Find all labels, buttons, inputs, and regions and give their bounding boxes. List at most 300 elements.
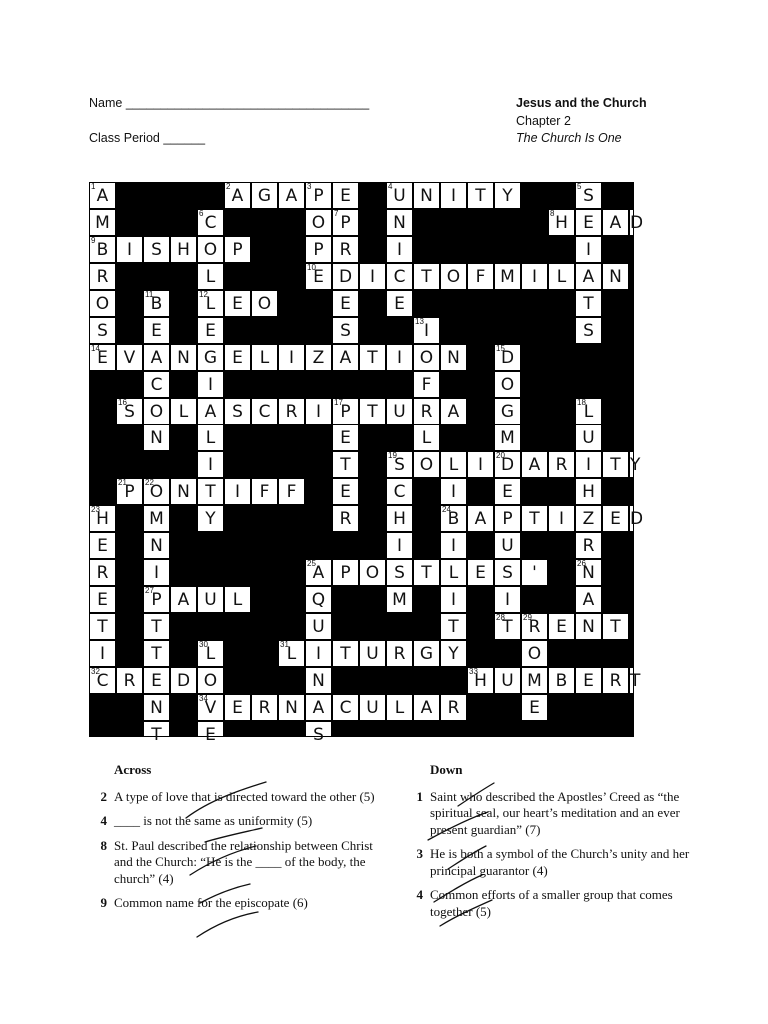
grid-cell[interactable]	[144, 641, 169, 666]
grid-cell[interactable]	[468, 506, 493, 531]
worksheet-title: Jesus and the Church	[516, 96, 647, 110]
grid-cell[interactable]	[198, 345, 223, 370]
grid-cell[interactable]	[468, 560, 493, 585]
grid-cell[interactable]	[414, 399, 439, 424]
cell-letter: O	[311, 213, 326, 233]
cell-letter: S	[151, 240, 162, 260]
grid-cell[interactable]	[549, 210, 574, 235]
grid-cell[interactable]	[495, 506, 520, 531]
grid-cell[interactable]	[252, 479, 277, 504]
grid-cell[interactable]	[414, 695, 439, 720]
grid-cell[interactable]	[495, 399, 520, 424]
cell-letter: O	[95, 294, 110, 314]
grid-cell[interactable]	[333, 506, 358, 531]
grid-cell[interactable]	[144, 695, 169, 720]
grid-cell[interactable]	[198, 452, 223, 477]
grid-cell[interactable]	[225, 695, 250, 720]
grid-cell[interactable]	[630, 506, 644, 531]
grid-cell[interactable]	[522, 560, 547, 585]
cell-letter: C	[96, 671, 109, 691]
grid-cell[interactable]	[333, 452, 358, 477]
grid-cell[interactable]	[198, 587, 223, 612]
grid-cell[interactable]	[630, 210, 644, 235]
cell-letter: E	[556, 617, 567, 637]
grid-cell[interactable]	[252, 183, 277, 208]
grid-cell[interactable]	[495, 668, 520, 693]
grid-cell[interactable]	[225, 587, 250, 612]
grid-cell[interactable]	[603, 452, 628, 477]
grid-cell[interactable]	[117, 668, 142, 693]
grid-cell[interactable]	[90, 237, 115, 262]
grid-cell[interactable]	[441, 533, 466, 558]
grid-cell[interactable]	[441, 560, 466, 585]
grid-cell[interactable]	[144, 722, 169, 745]
grid-cell[interactable]	[522, 452, 547, 477]
grid-cell[interactable]	[225, 183, 250, 208]
cell-number: 2	[226, 182, 231, 191]
grid-cell[interactable]	[333, 560, 358, 585]
grid-cell[interactable]	[198, 318, 223, 343]
cell-letter: I	[234, 482, 240, 502]
grid-cell[interactable]	[630, 452, 641, 477]
grid-cell[interactable]	[198, 695, 223, 720]
grid-cell[interactable]	[549, 668, 574, 693]
grid-cell[interactable]	[387, 452, 412, 477]
grid-cell[interactable]	[333, 237, 358, 262]
grid-cell[interactable]	[144, 506, 169, 531]
grid-cell[interactable]	[225, 479, 250, 504]
grid-cell[interactable]	[468, 668, 493, 693]
grid-cell[interactable]	[117, 399, 142, 424]
grid-cell[interactable]	[333, 425, 358, 450]
cell-letter: G	[203, 348, 218, 368]
cell-letter: S	[97, 321, 108, 341]
cell-letter: O	[257, 294, 272, 314]
grid-cell[interactable]	[306, 614, 331, 639]
cell-letter: B	[555, 671, 568, 691]
grid-cell[interactable]	[576, 318, 601, 343]
grid-cell[interactable]	[495, 264, 520, 289]
grid-cell[interactable]	[387, 533, 412, 558]
grid-cell[interactable]	[522, 506, 547, 531]
grid-cell[interactable]	[117, 345, 142, 370]
grid-cell[interactable]	[387, 345, 412, 370]
clue-item	[405, 789, 695, 839]
grid-cell[interactable]	[360, 345, 385, 370]
grid-cell[interactable]	[441, 345, 466, 370]
grid-cell[interactable]	[441, 614, 466, 639]
grid-cell[interactable]	[144, 237, 169, 262]
grid-cell[interactable]	[333, 318, 358, 343]
grid-cell[interactable]	[603, 264, 628, 289]
grid-cell[interactable]	[171, 668, 196, 693]
grid-cell[interactable]	[522, 695, 547, 720]
grid-cell[interactable]	[576, 399, 601, 424]
grid-cell[interactable]	[522, 641, 547, 666]
grid-cell[interactable]	[360, 264, 385, 289]
cell-letter: G	[500, 402, 515, 422]
grid-cell[interactable]	[603, 614, 628, 639]
cell-letter: I	[450, 590, 456, 610]
grid-cell[interactable]	[144, 479, 169, 504]
cell-letter: I	[315, 644, 321, 664]
grid-cell[interactable]	[441, 587, 466, 612]
grid-cell[interactable]	[441, 399, 466, 424]
cell-letter: E	[529, 698, 540, 718]
grid-cell[interactable]	[360, 560, 385, 585]
cell-letter: O	[149, 482, 164, 502]
grid-cell[interactable]	[144, 425, 169, 450]
cell-number: 17	[334, 398, 343, 407]
grid-cell[interactable]	[252, 399, 277, 424]
grid-cell[interactable]	[90, 506, 115, 531]
grid-cell[interactable]	[90, 560, 115, 585]
grid-cell[interactable]	[225, 237, 250, 262]
grid-cell[interactable]	[576, 237, 601, 262]
grid-cell[interactable]	[414, 183, 439, 208]
grid-cell[interactable]	[414, 345, 439, 370]
grid-cell[interactable]	[279, 183, 304, 208]
grid-cell[interactable]	[333, 345, 358, 370]
grid-cell[interactable]	[549, 506, 574, 531]
cell-number: 32	[91, 667, 100, 676]
grid-cell[interactable]	[306, 560, 331, 585]
cell-number: 5	[577, 182, 582, 191]
grid-cell[interactable]	[198, 506, 223, 531]
cell-letter: R	[582, 536, 595, 556]
clue-number: 9	[100, 895, 107, 910]
grid-cell[interactable]	[306, 345, 331, 370]
across-clues	[89, 762, 379, 920]
grid-cell[interactable]	[387, 587, 412, 612]
grid-cell[interactable]	[495, 372, 520, 397]
cell-letter: P	[313, 240, 324, 260]
grid-cell[interactable]	[90, 318, 115, 343]
grid-cell[interactable]	[198, 479, 223, 504]
grid-cell[interactable]	[198, 264, 223, 289]
name-line: ___________________________________	[125, 96, 370, 110]
grid-cell[interactable]	[306, 641, 331, 666]
grid-cell[interactable]	[198, 291, 223, 316]
grid-cell[interactable]	[144, 372, 169, 397]
grid-cell[interactable]	[441, 641, 466, 666]
grid-cell[interactable]	[144, 318, 169, 343]
grid-cell[interactable]	[414, 318, 439, 343]
grid-cell[interactable]	[468, 183, 493, 208]
cell-number: 23	[91, 505, 100, 514]
grid-cell[interactable]	[306, 183, 331, 208]
cell-letter: Y	[502, 186, 513, 206]
grid-cell[interactable]	[495, 425, 520, 450]
grid-cell[interactable]	[360, 641, 385, 666]
grid-cell[interactable]	[198, 425, 223, 450]
cell-letter: L	[394, 698, 405, 718]
grid-cell[interactable]	[306, 399, 331, 424]
grid-cell[interactable]	[441, 183, 466, 208]
grid-cell[interactable]	[90, 641, 115, 666]
grid-cell[interactable]	[144, 345, 169, 370]
class-period-line: ______	[163, 131, 206, 145]
cell-letter: M	[149, 509, 164, 529]
cell-letter: R	[285, 402, 298, 422]
grid-cell[interactable]	[333, 641, 358, 666]
grid-cell[interactable]	[414, 560, 439, 585]
cell-number: 14	[91, 344, 100, 353]
cell-number: 25	[307, 559, 316, 568]
grid-cell[interactable]	[90, 183, 115, 208]
grid-cell[interactable]	[252, 291, 277, 316]
grid-cell[interactable]	[279, 345, 304, 370]
grid-cell[interactable]	[225, 399, 250, 424]
grid-cell[interactable]	[90, 587, 115, 612]
class-period-field[interactable]	[89, 131, 205, 145]
cell-letter: E	[340, 294, 351, 314]
grid-cell[interactable]	[495, 452, 520, 477]
grid-cell[interactable]	[360, 399, 385, 424]
cell-letter: A	[609, 213, 622, 233]
clue-text: ____ is not the same as uniformity (5)	[114, 813, 313, 828]
cell-letter: I	[396, 240, 402, 260]
grid-cell[interactable]	[495, 345, 520, 370]
grid-cell[interactable]	[306, 587, 331, 612]
grid-cell[interactable]	[90, 533, 115, 558]
grid-cell[interactable]	[117, 479, 142, 504]
cell-letter: T	[529, 509, 540, 529]
cell-letter: I	[531, 267, 537, 287]
grid-cell[interactable]	[387, 291, 412, 316]
grid-cell[interactable]	[387, 560, 412, 585]
grid-cell[interactable]	[387, 399, 412, 424]
cell-letter: L	[178, 402, 189, 422]
cell-letter: S	[340, 321, 351, 341]
grid-cell[interactable]	[306, 668, 331, 693]
grid-cell[interactable]	[198, 641, 223, 666]
grid-cell[interactable]	[549, 452, 574, 477]
chapter-label: Chapter 2	[516, 114, 571, 128]
grid-cell[interactable]	[144, 668, 169, 693]
grid-cell[interactable]	[333, 291, 358, 316]
grid-cell[interactable]	[198, 237, 223, 262]
grid-cell[interactable]	[117, 237, 142, 262]
grid-cell[interactable]	[387, 506, 412, 531]
grid-cell[interactable]	[603, 210, 628, 235]
grid-cell[interactable]	[198, 372, 223, 397]
cell-letter: P	[340, 402, 351, 422]
grid-cell[interactable]	[495, 560, 520, 585]
clue-item	[405, 887, 695, 920]
grid-cell[interactable]	[198, 668, 223, 693]
cell-letter: I	[99, 644, 105, 664]
cell-letter: A	[177, 590, 190, 610]
grid-cell[interactable]	[387, 641, 412, 666]
cell-letter: A	[312, 563, 325, 583]
name-field[interactable]	[89, 96, 369, 110]
cell-number: 8	[550, 209, 555, 218]
grid-cell[interactable]	[576, 291, 601, 316]
grid-cell[interactable]	[90, 264, 115, 289]
grid-cell[interactable]	[225, 345, 250, 370]
grid-cell[interactable]	[144, 399, 169, 424]
grid-cell[interactable]	[144, 291, 169, 316]
grid-cell[interactable]	[414, 425, 439, 450]
grid-cell[interactable]	[171, 587, 196, 612]
grid-cell[interactable]	[306, 695, 331, 720]
grid-cell[interactable]	[333, 479, 358, 504]
grid-cell[interactable]	[306, 237, 331, 262]
grid-cell[interactable]	[333, 264, 358, 289]
grid-cell[interactable]	[414, 264, 439, 289]
cell-number: 31	[280, 640, 289, 649]
cell-letter: I	[450, 536, 456, 556]
cell-letter: N	[150, 698, 163, 718]
grid-cell[interactable]	[468, 452, 493, 477]
grid-cell[interactable]	[144, 533, 169, 558]
grid-cell[interactable]	[333, 695, 358, 720]
grid-cell[interactable]	[90, 291, 115, 316]
grid-cell[interactable]	[576, 533, 601, 558]
cell-letter: I	[504, 590, 510, 610]
grid-cell[interactable]	[198, 399, 223, 424]
cell-letter: E	[151, 671, 162, 691]
grid-cell[interactable]	[576, 264, 601, 289]
grid-cell[interactable]	[576, 183, 601, 208]
cell-letter: S	[502, 563, 513, 583]
grid-cell[interactable]	[495, 533, 520, 558]
cell-letter: O	[203, 240, 218, 260]
grid-cell[interactable]	[279, 641, 304, 666]
cell-number: 27	[145, 586, 154, 595]
grid-cell[interactable]	[576, 668, 601, 693]
grid-cell[interactable]	[387, 237, 412, 262]
grid-cell[interactable]	[495, 479, 520, 504]
grid-cell[interactable]	[279, 695, 304, 720]
grid-cell[interactable]	[198, 722, 223, 745]
cell-letter: N	[393, 213, 406, 233]
grid-cell[interactable]	[171, 479, 196, 504]
grid-cell[interactable]	[90, 614, 115, 639]
grid-cell[interactable]	[441, 479, 466, 504]
grid-cell[interactable]	[144, 560, 169, 585]
cell-letter: F	[421, 375, 432, 395]
grid-cell[interactable]	[144, 587, 169, 612]
cell-letter: M	[500, 267, 515, 287]
grid-cell[interactable]	[576, 452, 601, 477]
grid-cell[interactable]	[495, 183, 520, 208]
grid-cell[interactable]	[171, 237, 196, 262]
grid-cell[interactable]	[603, 668, 628, 693]
cell-letter: P	[151, 590, 162, 610]
cell-letter: U	[204, 590, 217, 610]
cell-number: 30	[199, 640, 208, 649]
cell-letter: E	[97, 536, 108, 556]
grid-cell[interactable]	[630, 668, 641, 693]
grid-cell[interactable]	[333, 183, 358, 208]
grid-cell[interactable]	[522, 614, 547, 639]
clue-text: He is both a symbol of the Church’s unity and her principal guarantor (4)	[430, 846, 690, 878]
cell-letter: E	[502, 482, 513, 502]
grid-cell[interactable]	[576, 614, 601, 639]
grid-cell[interactable]	[252, 695, 277, 720]
grid-cell[interactable]	[441, 264, 466, 289]
cell-letter: A	[582, 590, 595, 610]
grid-cell[interactable]	[333, 210, 358, 235]
grid-cell[interactable]	[144, 614, 169, 639]
grid-cell[interactable]	[441, 506, 466, 531]
grid-cell[interactable]	[576, 506, 601, 531]
grid-cell[interactable]	[576, 587, 601, 612]
grid-cell[interactable]	[549, 614, 574, 639]
cell-letter: H	[96, 509, 109, 529]
grid-cell[interactable]	[576, 479, 601, 504]
cell-letter: N	[285, 698, 298, 718]
grid-cell[interactable]	[252, 345, 277, 370]
grid-cell[interactable]	[522, 264, 547, 289]
grid-cell[interactable]	[414, 452, 439, 477]
grid-cell[interactable]	[414, 372, 439, 397]
grid-cell[interactable]	[522, 668, 547, 693]
grid-cell[interactable]	[198, 210, 223, 235]
grid-cell[interactable]	[414, 641, 439, 666]
grid-cell[interactable]	[387, 695, 412, 720]
grid-cell[interactable]	[171, 345, 196, 370]
grid-cell[interactable]	[279, 399, 304, 424]
cell-letter: E	[232, 698, 243, 718]
name-label: Name	[89, 96, 123, 110]
cell-letter: D	[500, 348, 515, 368]
grid-cell[interactable]	[306, 210, 331, 235]
cell-letter: A	[231, 186, 244, 206]
class-period-label: Class Period	[89, 131, 160, 145]
grid-cell[interactable]	[225, 291, 250, 316]
grid-cell[interactable]	[90, 210, 115, 235]
grid-cell[interactable]	[495, 614, 520, 639]
cell-number: 33	[469, 667, 478, 676]
grid-cell[interactable]	[603, 506, 628, 531]
grid-cell[interactable]	[306, 722, 331, 745]
grid-cell[interactable]	[387, 264, 412, 289]
grid-cell[interactable]	[360, 695, 385, 720]
grid-cell[interactable]	[333, 399, 358, 424]
grid-cell[interactable]	[468, 264, 493, 289]
grid-cell[interactable]	[576, 560, 601, 585]
cell-letter: A	[528, 455, 541, 475]
grid-cell[interactable]	[495, 587, 520, 612]
grid-cell[interactable]	[576, 210, 601, 235]
grid-cell[interactable]	[441, 695, 466, 720]
grid-cell[interactable]	[441, 452, 466, 477]
grid-cell[interactable]	[576, 425, 601, 450]
cell-letter: A	[312, 698, 325, 718]
cell-letter: T	[205, 482, 216, 502]
cell-letter: O	[365, 563, 380, 583]
cell-letter: T	[610, 455, 621, 475]
grid-cell[interactable]	[279, 479, 304, 504]
cell-letter: A	[285, 186, 298, 206]
grid-cell[interactable]	[90, 345, 115, 370]
grid-cell[interactable]	[387, 210, 412, 235]
grid-cell[interactable]	[306, 264, 331, 289]
grid-cell[interactable]	[387, 183, 412, 208]
cell-letter: F	[286, 482, 297, 502]
cell-letter: N	[177, 482, 190, 502]
grid-cell[interactable]	[387, 479, 412, 504]
grid-cell[interactable]	[549, 264, 574, 289]
grid-cell[interactable]	[90, 668, 115, 693]
cell-letter: C	[339, 698, 352, 718]
cell-letter: T	[97, 617, 108, 637]
grid-cell[interactable]	[171, 399, 196, 424]
clue-text: Common efforts of a smaller group that comes together (5)	[430, 887, 673, 919]
